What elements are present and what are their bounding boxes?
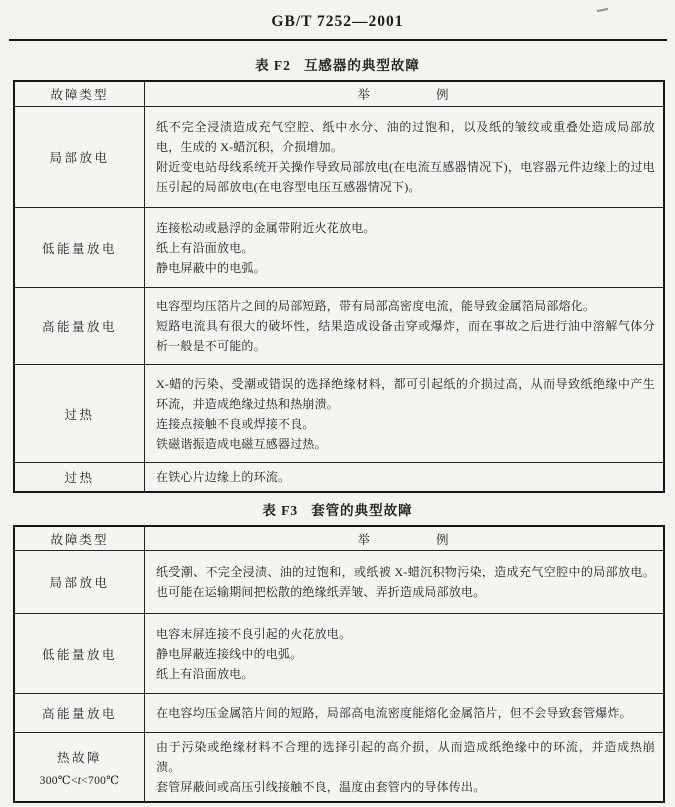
table-f3-caption-title: 套管的典型故障 bbox=[311, 503, 413, 518]
examples-cell bbox=[145, 551, 663, 613]
table-row bbox=[15, 613, 663, 693]
example-line: 纸上有沿面放电。 bbox=[156, 666, 254, 681]
table-f3-caption bbox=[0, 502, 675, 520]
table-header-row bbox=[15, 527, 663, 550]
example-line: 静电屏蔽中的电弧。 bbox=[156, 260, 266, 275]
fault-type-label: 低能量放电 bbox=[41, 241, 117, 256]
example-line: 纸上有沿面放电。 bbox=[156, 240, 254, 255]
example-line: 由于污染或绝缘材料不合理的选择引起的高介损，从而造成纸绝缘中的环流，并造成热崩溃。 bbox=[156, 740, 655, 774]
table-f3 bbox=[13, 525, 665, 803]
example-line: 附近变电站母线系统开关操作导致局部放电(在电流互感器情况下)，电容器元件边缘上的过电压引起的局部放电(在电容型电压互感器情况下)。 bbox=[156, 160, 655, 194]
table-f2 bbox=[13, 80, 665, 493]
fault-type-label: 局部放电 bbox=[49, 576, 110, 590]
table-row bbox=[15, 693, 663, 732]
column-header-fault-type: 故障类型 bbox=[15, 82, 145, 106]
table-header-row bbox=[15, 82, 663, 106]
temperature-variable: t bbox=[77, 774, 82, 787]
fault-type-label: 过热 bbox=[64, 471, 95, 485]
table-row bbox=[15, 550, 663, 613]
fault-type-cell bbox=[15, 551, 145, 613]
table-row bbox=[15, 364, 663, 462]
example-line: 在电容均压金属箔片间的短路，局部高电流密度能熔化金属箔片，但不会导致套管爆炸。 bbox=[156, 706, 632, 720]
column-header-fault-type: 故障类型 bbox=[15, 527, 145, 550]
table-row bbox=[15, 732, 663, 801]
column-header-example-char: 例 bbox=[436, 88, 451, 102]
fault-type-temperature-range: 300℃<t<700℃ bbox=[39, 774, 120, 787]
fault-type-label: 过热 bbox=[64, 407, 95, 422]
example-line: 纸不完全浸渍造成充气空腔、纸中水分、油的过饱和，以及纸的皱纹或重叠处造成局部放电，生成的 X-蜡沉积，介损增加。 bbox=[156, 120, 655, 154]
examples-cell bbox=[145, 288, 663, 364]
example-line: 铁磁谐振造成电磁互感器过热。 bbox=[156, 436, 327, 451]
column-header-example-char: 举 bbox=[357, 88, 372, 102]
example-line: 静电屏蔽连接线中的电弧。 bbox=[156, 646, 303, 661]
fault-type-cell bbox=[15, 365, 145, 462]
examples-cell bbox=[145, 694, 663, 732]
fault-type-cell bbox=[15, 733, 145, 801]
example-line: 在铁心片边缘上的环流。 bbox=[156, 470, 291, 484]
examples-cell bbox=[145, 614, 663, 693]
table-row bbox=[15, 207, 663, 287]
example-line: 套管屏蔽间或高压引线接触不良，温度由套管内的导体传出。 bbox=[156, 780, 486, 794]
example-line: 连接松动或悬浮的金属带附近火花放电。 bbox=[156, 220, 376, 235]
example-line: 纸受潮、不完全浸渍、油的过饱和，或纸被 X-蜡沉积物污染，造成充气空腔中的局部放电。也可能在运输期间把松散的绝缘纸弄皱、弄折造成局部放电。 bbox=[156, 565, 655, 599]
fault-type-label: 热故障 bbox=[56, 750, 102, 765]
fault-type-cell bbox=[15, 694, 145, 732]
fault-type-label: 局部放电 bbox=[49, 151, 110, 165]
doc-number: GB/T 7252—2001 bbox=[271, 13, 404, 30]
table-row bbox=[15, 287, 663, 364]
fault-type-cell bbox=[15, 614, 145, 693]
example-line: 电容末屏连接不良引起的火花放电。 bbox=[156, 626, 352, 641]
fault-type-label: 低能量放电 bbox=[41, 647, 117, 662]
fault-type-cell bbox=[15, 463, 145, 491]
fault-type-cell bbox=[15, 107, 145, 207]
header-rule bbox=[9, 39, 667, 41]
example-line: 电容型均压箔片之间的局部短路，带有局部高密度电流，能导致金属箔局部熔化。 bbox=[156, 299, 596, 313]
table-f2-caption-label: 表 F2 bbox=[255, 58, 291, 73]
example-line: X-蜡的污染、受潮或错误的选择绝缘材料，都可引起纸的介损过高，从而导致纸绝缘中产生环流，并造成绝缘过热和热崩溃。 bbox=[156, 376, 655, 411]
column-header-example-char: 例 bbox=[436, 532, 451, 547]
fault-type-cell bbox=[15, 208, 145, 287]
example-line: 短路电流具有很大的破坏性，结果造成设备击穿或爆炸，而在事故之后进行油中溶解气体分析一般是不可能的。 bbox=[156, 319, 655, 353]
table-f3-caption-label: 表 F3 bbox=[262, 503, 299, 518]
examples-cell bbox=[145, 463, 663, 491]
examples-cell bbox=[145, 733, 663, 801]
table-f2-caption bbox=[0, 57, 675, 75]
fault-type-label: 高能量放电 bbox=[41, 707, 117, 721]
table-row bbox=[15, 462, 663, 491]
fault-type-cell bbox=[15, 288, 145, 364]
column-header-examples bbox=[145, 82, 663, 106]
table-f2-caption-title: 互感器的典型故障 bbox=[303, 58, 420, 73]
column-header-examples bbox=[145, 527, 663, 550]
examples-cell bbox=[145, 107, 663, 207]
fault-type-label: 高能量放电 bbox=[41, 320, 117, 334]
column-header-example-char: 举 bbox=[357, 532, 372, 547]
example-line: 连接点接触不良或焊接不良。 bbox=[156, 416, 315, 431]
table-row bbox=[15, 106, 663, 207]
examples-cell bbox=[145, 365, 663, 462]
examples-cell bbox=[145, 208, 663, 287]
